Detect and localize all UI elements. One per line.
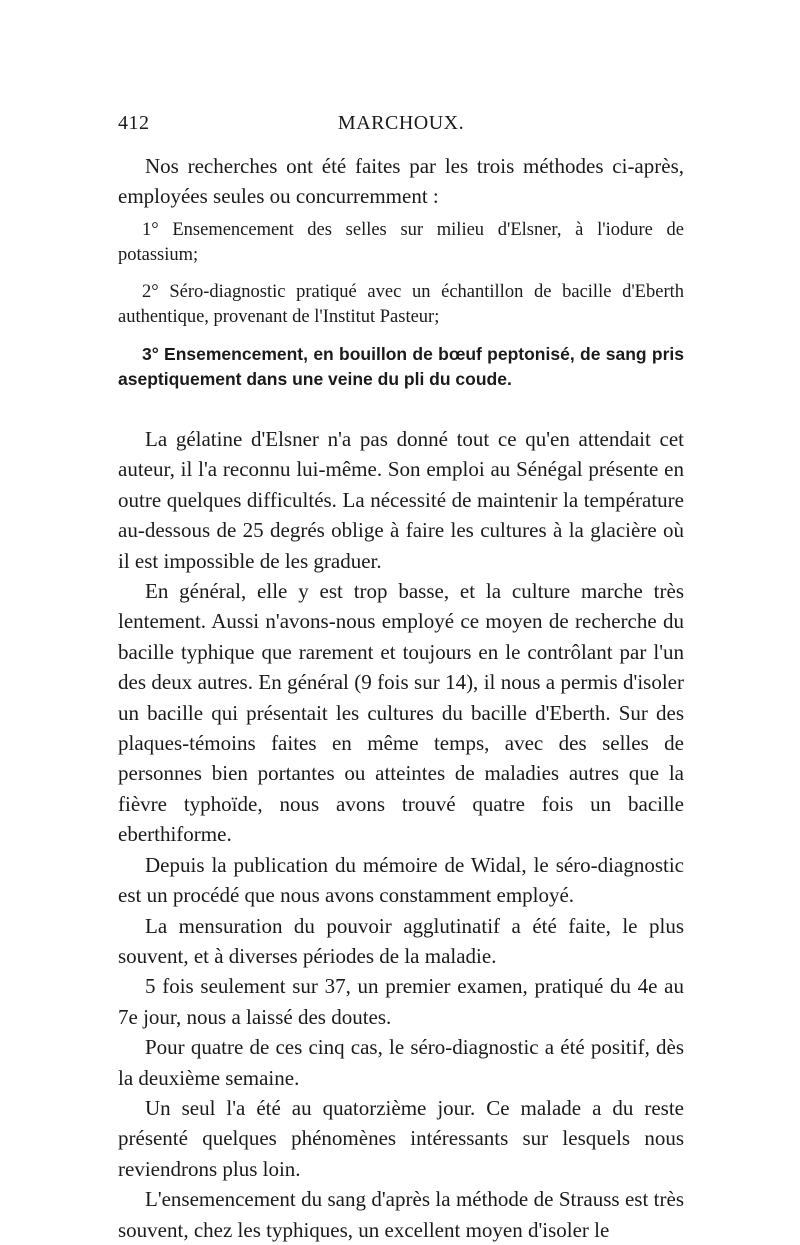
intro-paragraph-block: [118, 151, 684, 211]
body-paragraph: La mensuration du pouvoir agglutinatif a été faite, le plus souvent, et à diverses périodes de la maladie.: [118, 913, 684, 968]
method-text: Séro-diagnostic pratiqué avec un échantillon de bacille d'Eberth authentique, provenant de l'Institut Pasteur;: [118, 282, 684, 327]
running-title: MARCHOUX.: [337, 112, 465, 134]
methods-list: [118, 218, 684, 404]
body-paragraph: Un seul l'a été au quatorzième jour. Ce malade a du reste présenté quelques phénomènes intéressants sur lesquels nous reviendrons plus loin.: [118, 1095, 684, 1181]
body-paragraph: La gélatine d'Elsner n'a pas donné tout ce qu'en attendait cet auteur, il l'a reconnu lui-même. Son emploi au Sénégal présente en outre quelques difficultés. La nécessité de maintenir la température au-dessous de 25 degrés oblige à faire les cultures à la glacière où il est impossible de les graduer.: [118, 427, 684, 573]
intro-paragraph: Nos recherches ont été faites par les trois méthodes ci-après, employées seules ou concurremment :: [118, 154, 684, 208]
method-item: [118, 280, 684, 330]
body-paragraph: En général, elle y est trop basse, et la culture marche très lentement. Aussi n'avons-nous employé ce moyen de recherche du bacille typhique que rarement et toujours en le contrôlant par l'un des deux autres. En général (9 fois sur 14), il nous a permis d'isoler un bacille qui présentait les cultures du bacille d'Eberth. Sur des plaques-témoins faites en même temps, avec des selles de personnes bien portantes ou atteintes de maladies autres que la fièvre typhoïde, nous avons trouvé quatre fois un bacille eberthiforme.: [118, 579, 684, 847]
page-number: 412: [118, 112, 150, 134]
body-paragraph: 5 fois seulement sur 37, un premier examen, pratiqué du 4e au 7e jour, nous a laissé des doutes.: [118, 974, 684, 1029]
page-header: [118, 112, 684, 142]
body-paragraph: L'ensemencement du sang d'après la méthode de Strauss est très souvent, chez les typhiques, un excellent moyen d'isoler le: [118, 1187, 684, 1242]
method-number: 2°: [142, 282, 159, 302]
body-paragraph: Depuis la publication du mémoire de Widal, le séro-diagnostic est un procédé que nous avons constamment employé.: [118, 852, 684, 908]
body-paragraph: Pour quatre de ces cinq cas, le séro-diagnostic a été positif, dès la deuxième semaine.: [118, 1035, 684, 1090]
method-text: Ensemencement, en bouillon de bœuf peptonisé, de sang pris aseptiquement dans une veine du pli du coude.: [118, 344, 684, 389]
method-text: Ensemencement des selles sur milieu d'Elsner, à l'iodure de potassium;: [118, 220, 684, 265]
body-text: [118, 424, 684, 1245]
method-item: [118, 342, 684, 392]
method-number: 3°: [142, 344, 159, 364]
method-number: 1°: [142, 220, 159, 240]
method-item: [118, 218, 684, 268]
